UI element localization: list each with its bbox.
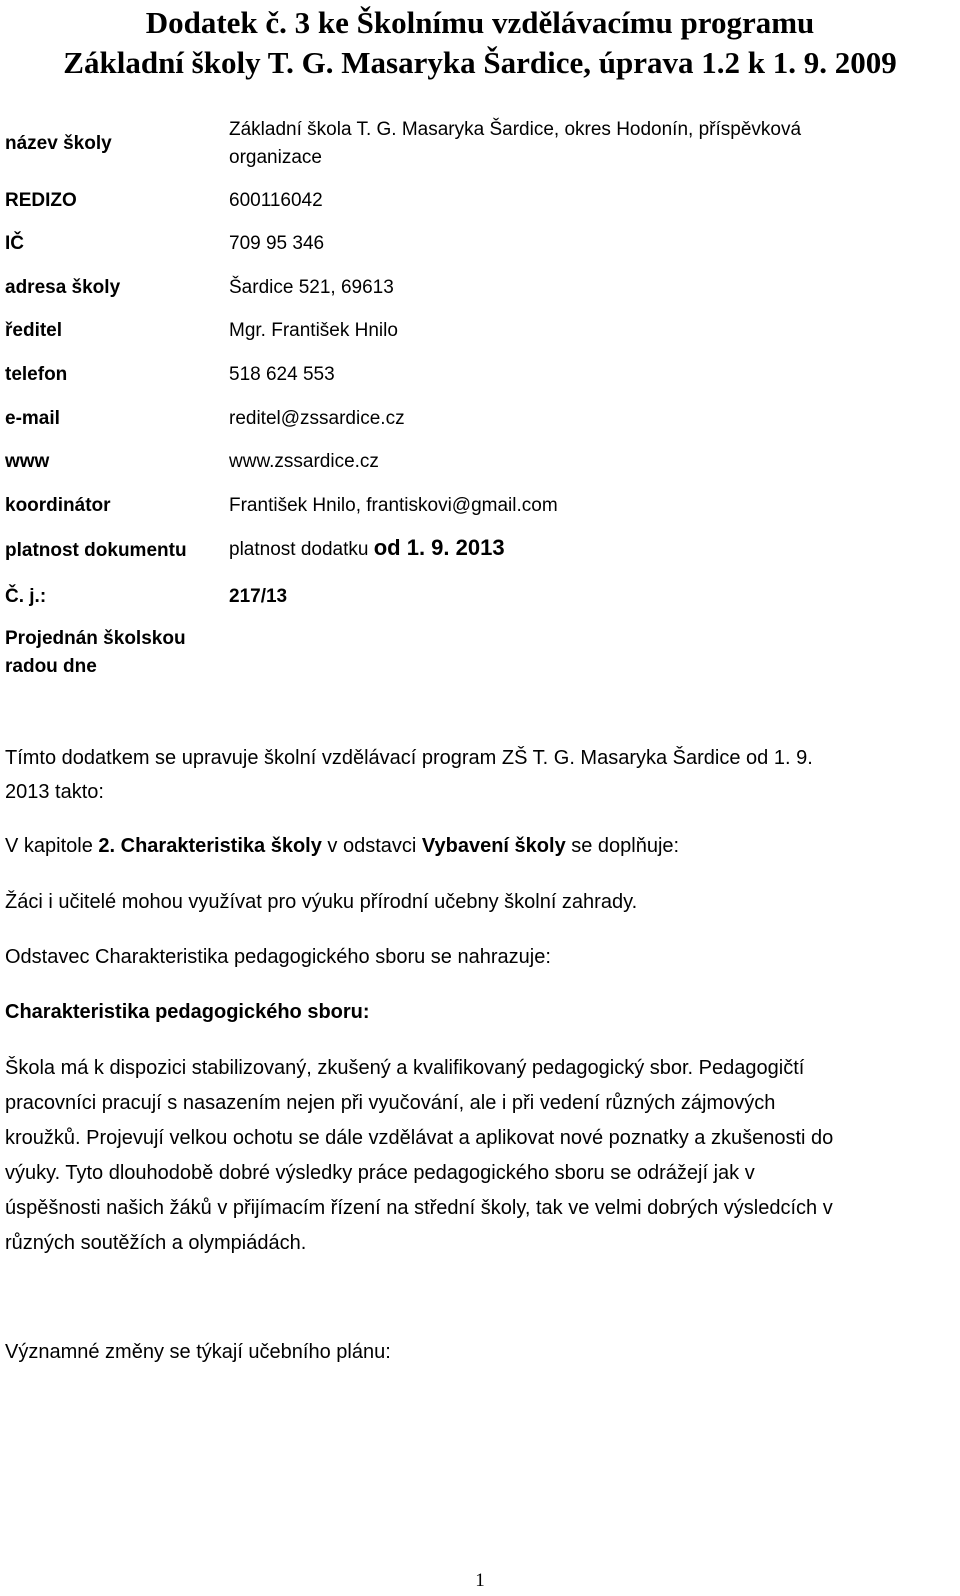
- coordinator-label: koordinátor: [5, 495, 111, 516]
- coordinator-value: František Hnilo, frantiskovi@gmail.com: [229, 495, 558, 516]
- validity-value: [229, 535, 505, 563]
- staff-paragraph-line: Škola má k dispozici stabilizovaný, zkušený a kvalifikovaný pedagogický sbor. Pedagogičtí: [5, 1057, 805, 1079]
- intro-line-1: Tímto dodatkem se upravuje školní vzdělávací program ZŠ T. G. Masaryka Šardice od 1. 9.: [5, 747, 813, 769]
- email-label: e-mail: [5, 408, 60, 429]
- staff-paragraph-line: kroužků. Projevují velkou ochotu se dále vzdělávat a aplikovat nové poznatky a zkušenosti do: [5, 1127, 834, 1149]
- validity-prefix: platnost dodatku: [229, 539, 374, 560]
- reference-label: Č. j.:: [5, 586, 47, 607]
- section-equipment: Vybavení školy: [421, 835, 566, 857]
- page-number: 1: [475, 1570, 485, 1591]
- council-label-line-1: Projednán školskou: [5, 628, 186, 649]
- ic-label: IČ: [5, 233, 24, 254]
- director-value: Mgr. František Hnilo: [229, 320, 398, 341]
- school-name-value-line-2: organizace: [229, 147, 322, 168]
- document-title-line-2: Základní školy T. G. Masaryka Šardice, úprava 1.2 k 1. 9. 2009: [63, 45, 897, 80]
- school-name-value-line-1: Základní škola T. G. Masaryka Šardice, okres Hodonín, příspěvková: [229, 119, 802, 140]
- intro-line-2: 2013 takto:: [5, 781, 104, 803]
- validity-date: od 1. 9. 2013: [373, 535, 505, 560]
- redizo-value: 600116042: [229, 190, 323, 211]
- chapter-suffix: se doplňuje:: [565, 835, 680, 857]
- document-title-line-1: Dodatek č. 3 ke Školnímu vzdělávacímu programu: [145, 5, 815, 40]
- chapter-amendment: [5, 829, 679, 864]
- staff-paragraph-line: pracovníci pracují s nasazením nejen při vyučování, ale i při vedení různých zájmových: [5, 1092, 776, 1114]
- redizo-label: REDIZO: [5, 190, 77, 211]
- staff-paragraph-line: úspěšnosti našich žáků v přijímacím řízení na střední školy, tak ve velmi dobrých výsledcích v: [5, 1197, 833, 1219]
- changes-line: Významné změny se týkají učebního plánu:: [5, 1341, 391, 1363]
- chapter-title: 2. Charakteristika školy: [98, 835, 322, 857]
- email-value[interactable]: reditel@zssardice.cz: [229, 408, 405, 429]
- www-value[interactable]: www.zssardice.cz: [229, 451, 379, 472]
- address-label: adresa školy: [5, 277, 121, 298]
- reference-value: 217/13: [229, 586, 288, 607]
- replace-line: Odstavec Charakteristika pedagogického sboru se nahrazuje:: [5, 946, 551, 968]
- ic-value: 709 95 346: [229, 233, 325, 254]
- address-value: Šardice 521, 69613: [229, 277, 394, 298]
- www-label: www: [5, 451, 50, 472]
- chapter-mid: v odstavci: [321, 835, 422, 857]
- phone-label: telefon: [5, 364, 68, 385]
- section-heading: Charakteristika pedagogického sboru:: [5, 1001, 370, 1023]
- phone-value: 518 624 553: [229, 364, 335, 385]
- council-label-line-2: radou dne: [5, 656, 97, 677]
- director-label: ředitel: [5, 320, 63, 341]
- school-name-label: název školy: [5, 133, 112, 154]
- pupils-line: Žáci i učitelé mohou využívat pro výuku přírodní učebny školní zahrady.: [5, 891, 638, 913]
- staff-paragraph-line: výuky. Tyto dlouhodobě dobré výsledky práce pedagogického sboru se odrážejí jak v: [5, 1162, 755, 1184]
- validity-label: platnost dokumentu: [5, 540, 187, 561]
- staff-paragraph-line: různých soutěžích a olympiádách.: [5, 1232, 307, 1254]
- chapter-prefix: V kapitole: [5, 835, 99, 857]
